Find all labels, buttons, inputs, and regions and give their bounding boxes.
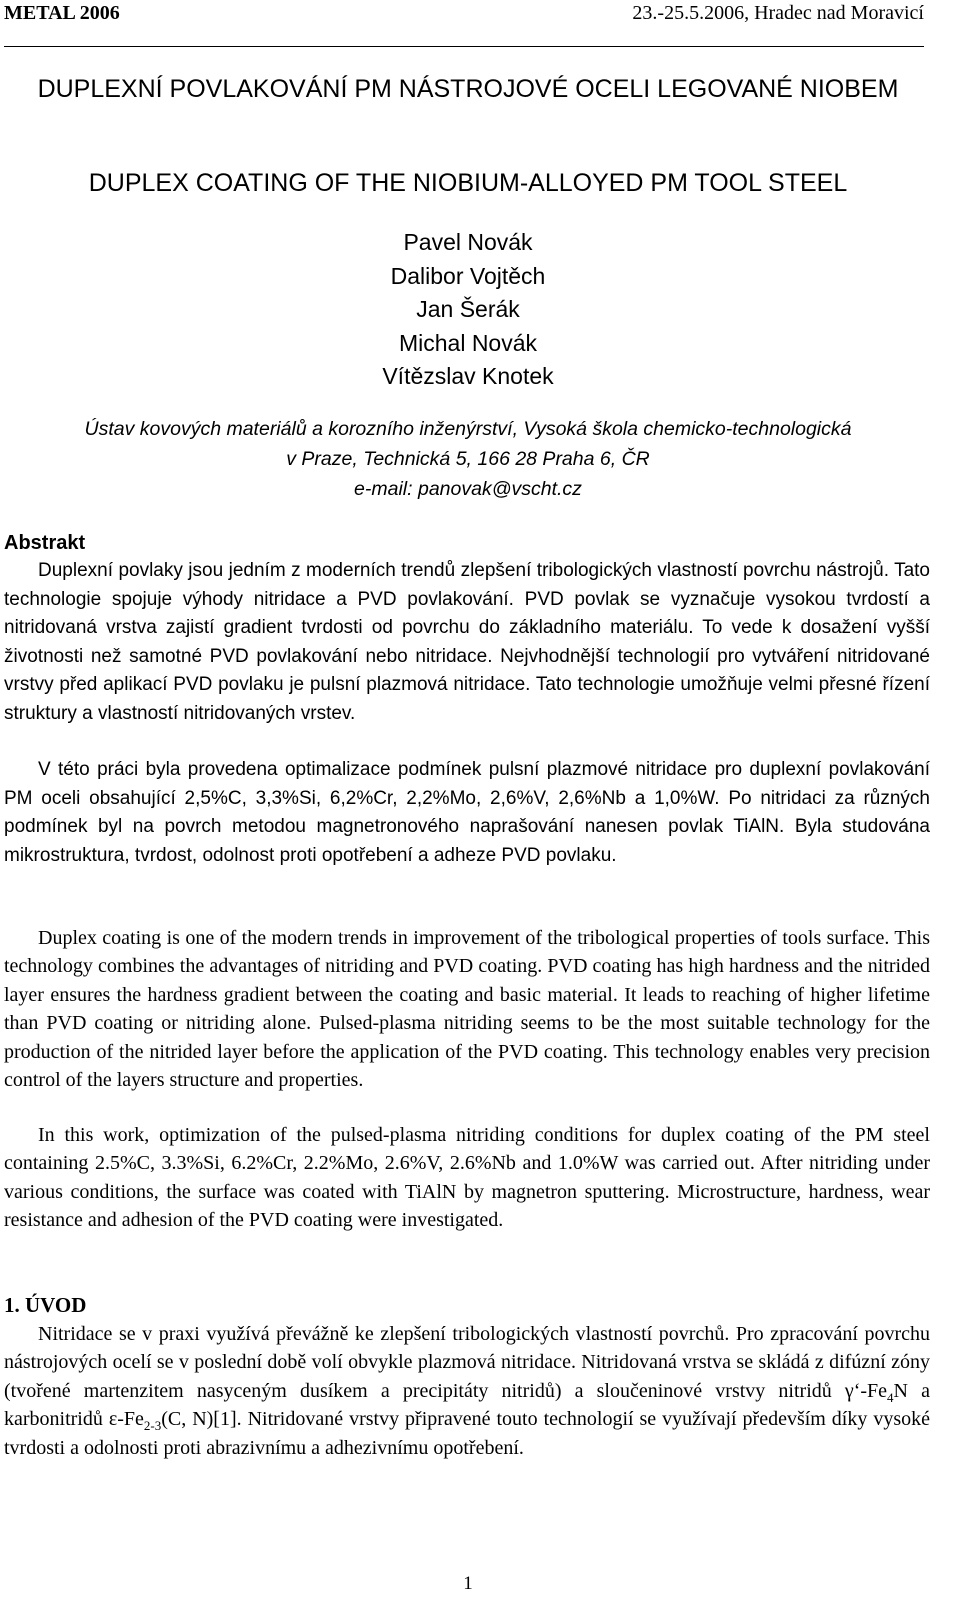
section-1-paragraph: [4, 1320, 930, 1462]
abstract-paragraph-1: [4, 557, 930, 729]
title-czech: DUPLEXNÍ POVLAKOVÁNÍ PM NÁSTROJOVÉ OCELI LEGOVANÉ NIOBEM: [37, 75, 899, 103]
english-abstract-paragraph-2: [4, 1121, 930, 1235]
running-header: [4, 2, 924, 32]
affiliation-line-2: v Praze, Technická 5, 166 28 Praha 6, ČR: [286, 448, 650, 470]
subscript-4: 4: [887, 1389, 894, 1405]
section-heading: 1. ÚVOD: [4, 1293, 87, 1317]
conference-date-place: 23.-25.5.2006, Hradec nad Moravicí: [632, 2, 924, 24]
affiliation: [0, 414, 936, 504]
section-1-text-part-3: (C, N)[1]. Nitridované vrstvy připravené touto technologií se využívají především díky vysoké tvrdosti a odolnosti proti abrazivnímu a adhezivnímu opotřebení.: [4, 1408, 930, 1459]
header-rule: [4, 46, 924, 47]
title-english: DUPLEX COATING OF THE NIOBIUM-ALLOYED PM TOOL STEEL: [88, 169, 848, 197]
english-abstract-paragraph-2-text: In this work, optimization of the pulsed-plasma nitriding conditions for duplex coating of the PM steel containing 2.5%C, 3.3%Si, 6.2%Cr, 2.2%Mo, 2.6%V, 2.6%Nb and 1.0%W was carried out. After nitriding under various conditions, the surface was coated with TiAlN by magnetron sputtering. Microstructure, hardness, wear resistance and adhesion of the PVD coating were investigated.: [4, 1124, 930, 1232]
abstract-paragraph-2-text: V této práci byla provedena optimalizace podmínek pulsní plazmové nitridace pro duplexní povlakování PM oceli obsahující 2,5%C, 3,3%Si, 6,2%Cr, 2,2%Mo, 2,6%V, 2,6%Nb a 1,0%W. Po nitridaci za různých podmínek byl na povrch metodou magnetronového naprašování nanesen povlak TiAlN. Byla studována mikrostruktura, tvrdost, odolnost proti opotřebení a adheze PVD povlaku.: [4, 759, 930, 866]
affiliation-email: e-mail: panovak@vscht.cz: [354, 478, 582, 500]
author-name: Pavel Novák: [403, 229, 533, 255]
english-abstract-paragraph-1-text: Duplex coating is one of the modern trends in improvement of the tribological properties of tools surface. This technology combines the advantages of nitriding and PVD coating. PVD coating has high hardness and the nitrided layer ensures the hardness gradient between the coating and basic material. It leads to reaching of higher lifetime than PVD coating or nitriding alone. Pulsed-plasma nitriding seems to be the most suitable technology for the production of the nitrided layer before the application of the PVD coating. This technology enables very precision control of the layers structure and properties.: [4, 927, 930, 1092]
abstract-paragraph-2: [4, 756, 930, 870]
subscript-2-3: 2-3: [143, 1418, 162, 1434]
author-name: Michal Novák: [398, 329, 538, 356]
page-number: 1: [463, 1573, 473, 1594]
english-abstract-paragraph-1: [4, 924, 930, 1094]
section-1-text-part-1: Nitridace se v praxi využívá převážně ke zlepšení tribologických vlastností povrchů. Pro zpracování povrchu nástrojových ocelí se v poslední době volí obvykle plazmová nitridace. Nitridovaná vrstva se skládá z difúzní zóny (tvořené martenzitem nasyceným dusíkem a precipitáty nitridů) a sloučeninové vrstvy nitridů γ‘-Fe: [4, 1323, 930, 1402]
section-1-text-part-2: N a karbonitridů ε-Fe: [4, 1379, 930, 1431]
abstract-heading: Abstrakt: [4, 532, 86, 554]
author-name: Jan Šerák: [416, 296, 520, 322]
author-name: Dalibor Vojtěch: [390, 262, 546, 289]
conference-name: METAL 2006: [4, 2, 120, 24]
author-list: [0, 226, 936, 394]
affiliation-line-1: Ústav kovových materiálů a korozního inženýrství, Vysoká škola chemicko-technologická: [84, 418, 852, 440]
author-name: Vítězslav Knotek: [382, 363, 554, 389]
abstract-paragraph-1-text: Duplexní povlaky jsou jedním z moderních trendů zlepšení tribologických vlastností povrchu nástrojů. Tato technologie spojuje výhody nitridace a PVD povlakování. PVD povlak se vyznačuje vysokou tvrdostí a nitridovaná vrstva zajistí gradient tvrdosti od povrchu do základního materiálu. To vede k dosažení vyšší životnosti než samotné PVD povlakování nebo nitridace. Nejvhodnější technologií pro vytváření nitridované vrstvy před aplikací PVD povlaku je pulsní plazmová nitridace. Tato technologie umožňuje velmi přesné řízení struktury a vlastností nitridovaných vrstev.: [4, 560, 930, 724]
